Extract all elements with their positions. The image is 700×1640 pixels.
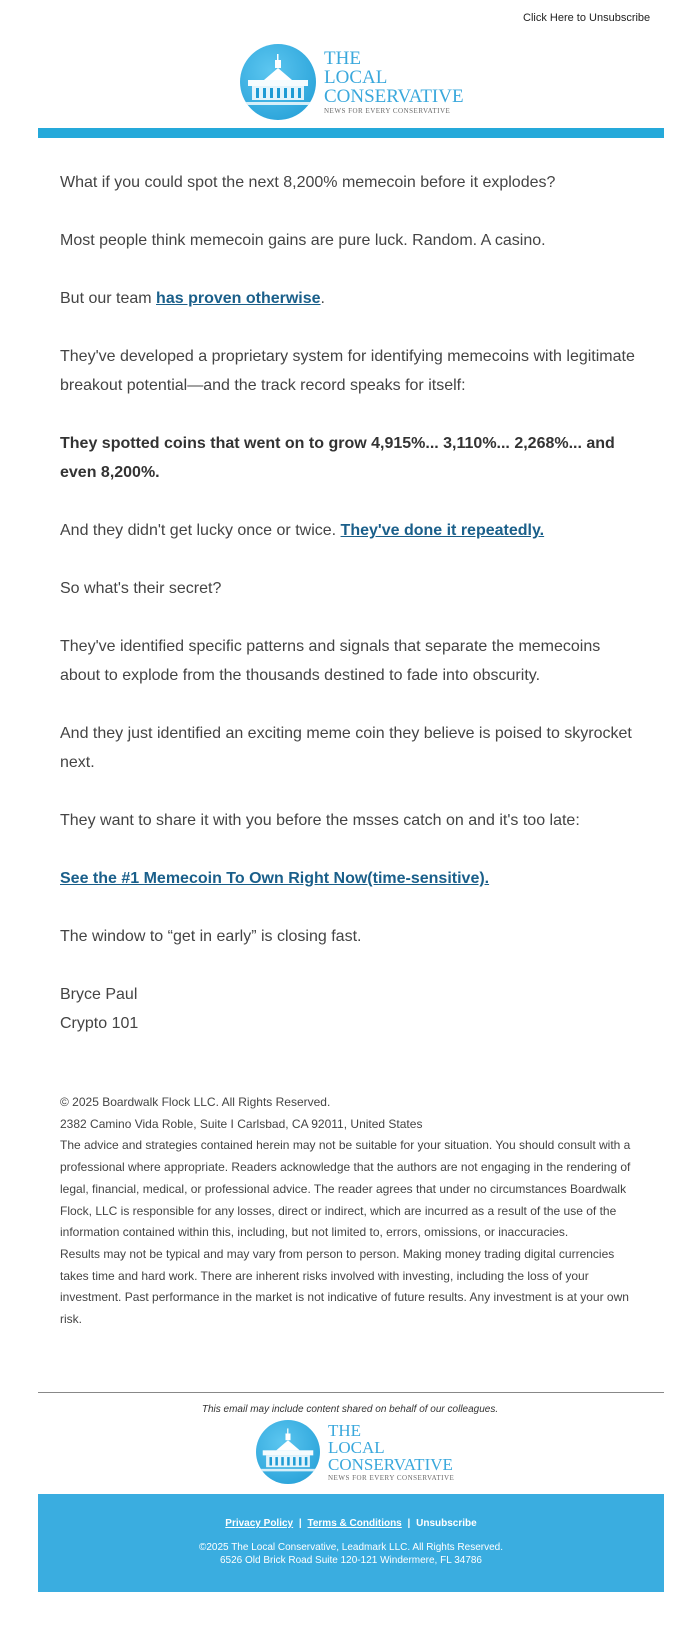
body-paragraph: And they just identified an exciting meme coin they believe is poised to skyrocket next. [60, 725, 632, 771]
site-footer [38, 1494, 664, 1592]
footer-links: Privacy Policy | Terms & Conditions | Unsubscribe [225, 1518, 477, 1529]
signature-name: Bryce Paul [60, 986, 138, 1003]
body-paragraph: They've developed a proprietary system for identifying memecoins with legitimate breakout potential—and the track record speaks for itself: [60, 348, 635, 394]
terms-link[interactable]: Terms & Conditions [307, 1518, 402, 1529]
body-paragraph: So what's their secret? [60, 580, 222, 597]
signature-org: Crypto 101 [60, 1015, 139, 1032]
brand-logo[interactable] [240, 44, 464, 120]
white-house-icon [240, 44, 316, 120]
colleagues-note: This email may include content shared on behalf of our colleagues. [201, 1404, 499, 1415]
legal-address: 2382 Camino Vida Roble, Suite I Carlsbad, CA 92011, United States [60, 1116, 423, 1131]
brand-name: THE LOCAL CONSERVATIVE NEWS FOR EVERY CONSERVATIVE [324, 48, 464, 115]
brand-logo-footer[interactable] [256, 1420, 454, 1484]
body-paragraph: They want to share it with you before the msses catch on and it's too late: [60, 812, 580, 829]
cta-paragraph [60, 864, 640, 893]
proven-otherwise-link[interactable]: has proven otherwise [156, 290, 321, 307]
footer-divider [38, 1392, 664, 1393]
footer-unsubscribe-link[interactable]: Unsubscribe [416, 1518, 477, 1529]
body-paragraph: But our team has proven otherwise. [60, 290, 325, 307]
legal-disclaimer: The advice and strategies contained herein may not be suitable for your situation. You should consult with a professional where appropriate. Readers acknowledge that the authors are not engaging in the rendering of legal, financial, medical, or professional advice. The reader agrees that under no circumstances Boardwalk Flock, LLC is responsible for any losses, direct or indirect, which are incurred as a result of the use of the information contained within this, including, but not limited to, errors, omissions, or inaccuracies. [60, 1138, 631, 1240]
legal-copyright: © 2025 Boardwalk Flock LLC. All Rights Reserved. [60, 1095, 331, 1109]
legal-footer [60, 1092, 640, 1331]
footer-copyright: ©2025 The Local Conservative, Leadmark LLC. All Rights Reserved. 6526 Old Brick Road Suite 120-121 Windermere, FL 34786 [198, 1542, 503, 1566]
email-body [60, 168, 640, 1038]
legal-disclaimer: Results may not be typical and may vary from person to person. Making money trading digital currencies takes time and hard work. There are inherent risks involved with investing, including the loss of your investment. Past performance in the market is not indicative of future results. Any investment is at your own risk. [60, 1246, 629, 1327]
header-divider-bar [38, 128, 664, 138]
brand-name: THE LOCAL CONSERVATIVE NEWS FOR EVERY CONSERVATIVE [328, 1421, 455, 1482]
white-house-icon [256, 1420, 320, 1484]
privacy-policy-link[interactable]: Privacy Policy [225, 1518, 294, 1529]
body-paragraph: Most people think memecoin gains are pure luck. Random. A casino. [60, 232, 546, 249]
cta-link[interactable]: See the #1 Memecoin To Own Right Now(time-sensitive). [60, 870, 490, 887]
body-paragraph: What if you could spot the next 8,200% memecoin before it explodes? [60, 174, 556, 191]
body-paragraph-bold: They spotted coins that went on to grow 4,915%... 3,110%... 2,268%... and even 8,200%. [60, 435, 615, 481]
body-paragraph: The window to “get in early” is closing fast. [60, 928, 362, 945]
body-paragraph: And they didn't get lucky once or twice. They've done it repeatedly. [60, 522, 545, 539]
body-paragraph: They've identified specific patterns and signals that separate the memecoins about to explode from the thousands destined to fade into obscurity. [60, 638, 601, 684]
done-it-repeatedly-link[interactable]: They've done it repeatedly. [340, 522, 545, 539]
unsubscribe-link[interactable]: Click Here to Unsubscribe [523, 12, 651, 24]
